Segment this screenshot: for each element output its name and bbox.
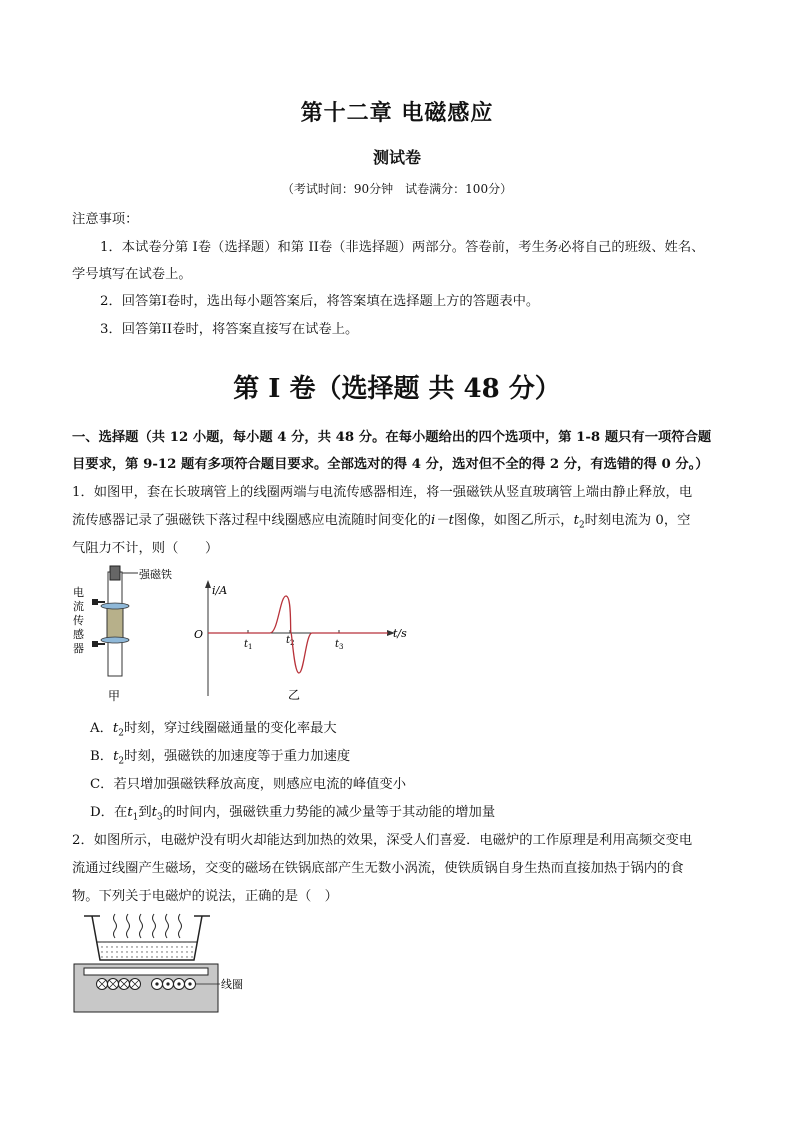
notice-item-1-cont: 学号填写在试卷上。 bbox=[72, 267, 192, 282]
steam-6 bbox=[179, 914, 182, 938]
exam-info: （考试时间：90分钟 试卷满分：100分） bbox=[281, 182, 513, 196]
q1-option-a-label: A． bbox=[90, 721, 113, 736]
q1-option-d-text: 的时间内，强磁铁重力势能的减少量等于其动能的增加量 bbox=[162, 805, 496, 820]
q1-option-b[interactable] bbox=[90, 745, 350, 767]
magnet-label: 强磁铁 bbox=[139, 568, 172, 581]
q1-option-d-t1: t bbox=[127, 805, 133, 820]
q1-stem-text-c: 时刻电流为 0，空 bbox=[584, 513, 691, 528]
section-instructions-1: 一、选择题（共 12 小题，每小题 4 分，共 48 分。在每小题给出的四个选项中，第 1-8 题只有一项符合题 bbox=[72, 430, 712, 445]
sensor-label-1: 电 bbox=[73, 586, 84, 599]
notice-item-1: 1．本试卷分第 I卷（选择题）和第 II卷（非选择题）两部分。答卷前，考生务必将自己的班级、姓名、 bbox=[100, 240, 705, 255]
page-subtitle: 测试卷 bbox=[372, 148, 421, 167]
figure-a-caption: 甲 bbox=[108, 689, 121, 703]
q1-stem-line-1: 1．如图甲，套在长玻璃管上的线圈两端与电流传感器相连，将一强磁铁从竖直玻璃管上端由静止释放，电 bbox=[72, 485, 693, 500]
t3-label-sub: 3 bbox=[339, 643, 344, 651]
q1-figure-b bbox=[190, 578, 420, 704]
q1-option-c[interactable]: C．若只增加强磁铁释放高度，则感应电流的峰值变小 bbox=[90, 777, 407, 792]
t1-label bbox=[244, 639, 253, 651]
stove-plate bbox=[84, 968, 208, 975]
t1-label-t: t bbox=[244, 639, 249, 650]
q1-figure-a bbox=[70, 562, 180, 704]
steam-4 bbox=[153, 914, 156, 938]
t3-label-t: t bbox=[335, 639, 340, 650]
coil bbox=[107, 606, 123, 640]
q1-stem-text-b: 图像，如图乙所示， bbox=[453, 513, 574, 528]
magnet bbox=[110, 566, 120, 580]
q1-stem-math: i－t bbox=[431, 513, 454, 528]
q1-option-d-t2: t bbox=[151, 805, 157, 820]
sensor-label-5: 器 bbox=[73, 642, 84, 655]
water bbox=[99, 942, 195, 960]
section-instructions-2: 目要求，第 9-12 题有多项符合题目要求。全部选对的得 4 分，选对但不全的得 2 分，有选错的得 0 分。） bbox=[72, 457, 709, 472]
q1-option-b-label: B． bbox=[90, 749, 114, 764]
origin-label: O bbox=[194, 628, 204, 641]
y-axis-label: i/A bbox=[212, 584, 228, 597]
x-axis-label: t/s bbox=[393, 627, 407, 640]
coil-label: 线圈 bbox=[221, 978, 243, 991]
t1-label-sub: 1 bbox=[248, 643, 253, 651]
terminal-top bbox=[92, 599, 98, 605]
coil-bottom-ring bbox=[101, 637, 129, 643]
notice-item-2: 2．回答第I卷时，选出每小题答案后，将答案填在选择题上方的答题表中。 bbox=[100, 294, 540, 309]
q1-stem-line-2 bbox=[72, 509, 690, 531]
q1-option-a-t: t bbox=[112, 721, 119, 736]
sensor-label-3: 传 bbox=[73, 614, 84, 627]
q1-option-d-sub2: 3 bbox=[156, 812, 163, 823]
current-curve bbox=[208, 596, 388, 673]
steam-5 bbox=[166, 914, 169, 938]
q2-stem-line-2: 流通过线圈产生磁场，交变的磁场在铁锅底部产生无数小涡流，使铁质锅自身生热而直接加热于锅内的食 bbox=[72, 861, 684, 876]
q2-stem-line-3: 物。下列关于电磁炉的说法，正确的是（ ） bbox=[72, 889, 338, 904]
t3-label bbox=[335, 639, 344, 651]
q1-option-d-label: D．在 bbox=[90, 805, 128, 820]
q1-option-d[interactable] bbox=[90, 801, 495, 823]
q1-option-b-sub: 2 bbox=[118, 756, 125, 767]
t2-label-t: t bbox=[286, 635, 291, 646]
figure-b-caption: 乙 bbox=[288, 688, 301, 702]
q1-option-d-sub1: 1 bbox=[132, 812, 139, 823]
q1-stem-t: t bbox=[573, 513, 579, 528]
q1-stem-line-3: 气阻力不计，则（ ） bbox=[72, 541, 219, 556]
page-title: 第十二章 电磁感应 bbox=[300, 101, 494, 126]
notice-item-3: 3．回答第II卷时，将答案直接写在试卷上。 bbox=[100, 322, 359, 337]
q1-option-a[interactable] bbox=[90, 717, 337, 739]
coil-top-ring bbox=[101, 603, 129, 609]
t2-label-sub: 2 bbox=[290, 639, 295, 647]
section-title: 第 I 卷（选择题 共 48 分） bbox=[233, 374, 561, 404]
q1-option-a-sub: 2 bbox=[118, 728, 124, 739]
q1-option-b-t: t bbox=[113, 749, 119, 764]
sensor-label-4: 感 bbox=[73, 628, 84, 641]
q2-stem-line-1: 2．如图所示，电磁炉没有明火却能达到加热的效果，深受人们喜爱．电磁炉的工作原理是利用高频交变电 bbox=[72, 833, 693, 848]
terminal-bottom bbox=[92, 641, 98, 647]
q1-option-b-text: 时刻，强磁铁的加速度等于重力加速度 bbox=[124, 749, 351, 764]
steam-2 bbox=[127, 914, 130, 938]
q1-stem-text-a: 流传感器记录了强磁铁下落过程中线圈感应电流随时间变化的 bbox=[72, 513, 432, 528]
y-axis-arrow bbox=[205, 580, 211, 588]
q2-figure-induction-cooker bbox=[70, 910, 280, 1016]
steam-3 bbox=[140, 914, 143, 938]
q1-option-a-text: 时刻，穿过线圈磁通量的变化率最大 bbox=[123, 721, 337, 736]
q1-stem-t-sub: 2 bbox=[578, 520, 585, 531]
q1-option-d-mid: 到 bbox=[138, 805, 152, 820]
notice-heading: 注意事项： bbox=[72, 212, 139, 227]
sensor-label-2: 流 bbox=[73, 600, 84, 613]
steam-1 bbox=[114, 914, 117, 938]
